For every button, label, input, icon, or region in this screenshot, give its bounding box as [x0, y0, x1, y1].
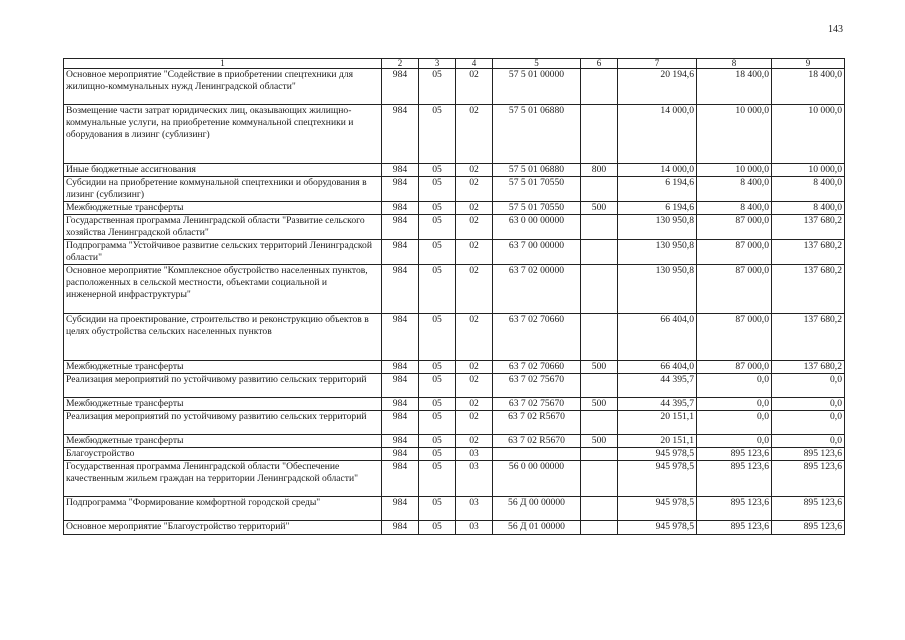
code-type-cell — [581, 521, 618, 535]
code-type-cell — [581, 411, 618, 435]
row-name-cell: Государственная программа Ленинградской области "Обеспечение качественным жильем граждан на территории Ленинградской области" — [64, 461, 382, 497]
code-target-cell: 63 7 00 00000 — [493, 240, 581, 265]
code-type-cell — [581, 265, 618, 314]
amount-col7-cell: 66 404,0 — [618, 361, 697, 374]
code-admin-cell: 984 — [382, 398, 419, 411]
row-name-cell: Подпрограмма "Устойчивое развитие сельских территорий Ленинградской области" — [64, 240, 382, 265]
amount-col7-cell: 44 395,7 — [618, 398, 697, 411]
column-header: 1 — [64, 59, 382, 69]
code-subsection-cell: 03 — [456, 497, 493, 521]
amount-col9-cell: 895 123,6 — [772, 448, 845, 461]
amount-col7-cell: 20 151,1 — [618, 411, 697, 435]
code-subsection-cell: 02 — [456, 105, 493, 164]
code-admin-cell: 984 — [382, 314, 419, 361]
table-row — [64, 448, 845, 461]
code-subsection-cell: 02 — [456, 361, 493, 374]
code-section-cell: 05 — [419, 435, 456, 448]
code-admin-cell: 984 — [382, 374, 419, 398]
code-type-cell: 500 — [581, 435, 618, 448]
amount-col9-cell: 137 680,2 — [772, 265, 845, 314]
code-admin-cell: 984 — [382, 202, 419, 215]
amount-col9-cell: 137 680,2 — [772, 314, 845, 361]
budget-table — [63, 58, 845, 535]
amount-col8-cell: 87 000,0 — [697, 314, 772, 361]
code-section-cell: 05 — [419, 448, 456, 461]
code-type-cell — [581, 177, 618, 202]
table-row — [64, 164, 845, 177]
code-subsection-cell: 03 — [456, 521, 493, 535]
code-target-cell: 63 7 02 75670 — [493, 398, 581, 411]
code-section-cell: 05 — [419, 497, 456, 521]
code-subsection-cell: 02 — [456, 374, 493, 398]
page-number: 143 — [828, 24, 843, 35]
amount-col7-cell: 14 000,0 — [618, 164, 697, 177]
amount-col9-cell: 18 400,0 — [772, 69, 845, 105]
code-subsection-cell: 02 — [456, 314, 493, 361]
code-section-cell: 05 — [419, 215, 456, 240]
code-subsection-cell: 03 — [456, 448, 493, 461]
code-target-cell: 57 5 01 06880 — [493, 164, 581, 177]
amount-col8-cell: 10 000,0 — [697, 105, 772, 164]
table-row — [64, 398, 845, 411]
amount-col9-cell: 137 680,2 — [772, 215, 845, 240]
amount-col9-cell: 8 400,0 — [772, 202, 845, 215]
row-name-cell: Межбюджетные трансферты — [64, 398, 382, 411]
table-row — [64, 497, 845, 521]
amount-col8-cell: 87 000,0 — [697, 361, 772, 374]
amount-col7-cell: 130 950,8 — [618, 265, 697, 314]
amount-col9-cell: 0,0 — [772, 398, 845, 411]
code-target-cell: 63 7 02 70660 — [493, 314, 581, 361]
table-row — [64, 314, 845, 361]
row-name-cell: Межбюджетные трансферты — [64, 435, 382, 448]
code-target-cell: 56 0 00 00000 — [493, 461, 581, 497]
table-row — [64, 361, 845, 374]
code-section-cell: 05 — [419, 374, 456, 398]
code-section-cell: 05 — [419, 105, 456, 164]
amount-col8-cell: 0,0 — [697, 374, 772, 398]
table-row — [64, 105, 845, 164]
code-admin-cell: 984 — [382, 461, 419, 497]
code-subsection-cell: 02 — [456, 164, 493, 177]
table-row — [64, 202, 845, 215]
code-type-cell — [581, 448, 618, 461]
code-type-cell: 500 — [581, 398, 618, 411]
code-section-cell: 05 — [419, 240, 456, 265]
table-row — [64, 265, 845, 314]
amount-col7-cell: 945 978,5 — [618, 461, 697, 497]
column-header: 4 — [456, 59, 493, 69]
code-type-cell — [581, 374, 618, 398]
amount-col8-cell: 8 400,0 — [697, 202, 772, 215]
code-target-cell: 63 0 00 00000 — [493, 215, 581, 240]
code-target-cell: 57 5 01 70550 — [493, 202, 581, 215]
code-target-cell — [493, 448, 581, 461]
amount-col7-cell: 6 194,6 — [618, 202, 697, 215]
table-row — [64, 215, 845, 240]
amount-col9-cell: 137 680,2 — [772, 361, 845, 374]
code-admin-cell: 984 — [382, 497, 419, 521]
code-type-cell — [581, 215, 618, 240]
code-section-cell: 05 — [419, 361, 456, 374]
code-section-cell: 05 — [419, 177, 456, 202]
code-section-cell: 05 — [419, 69, 456, 105]
amount-col7-cell: 945 978,5 — [618, 448, 697, 461]
row-name-cell: Благоустройство — [64, 448, 382, 461]
code-admin-cell: 984 — [382, 69, 419, 105]
amount-col7-cell: 20 151,1 — [618, 435, 697, 448]
amount-col7-cell: 14 000,0 — [618, 105, 697, 164]
row-name-cell: Реализация мероприятий по устойчивому развитию сельских территорий — [64, 374, 382, 398]
row-name-cell: Межбюджетные трансферты — [64, 202, 382, 215]
amount-col7-cell: 130 950,8 — [618, 240, 697, 265]
amount-col7-cell: 44 395,7 — [618, 374, 697, 398]
amount-col8-cell: 895 123,6 — [697, 521, 772, 535]
code-section-cell: 05 — [419, 521, 456, 535]
code-admin-cell: 984 — [382, 361, 419, 374]
amount-col9-cell: 895 123,6 — [772, 497, 845, 521]
row-name-cell: Основное мероприятие "Благоустройство территорий" — [64, 521, 382, 535]
row-name-cell: Реализация мероприятий по устойчивому развитию сельских территорий — [64, 411, 382, 435]
code-section-cell: 05 — [419, 314, 456, 361]
amount-col9-cell: 895 123,6 — [772, 521, 845, 535]
amount-col8-cell: 87 000,0 — [697, 215, 772, 240]
code-type-cell — [581, 105, 618, 164]
table-header-row — [64, 59, 845, 69]
table-row — [64, 521, 845, 535]
amount-col9-cell: 8 400,0 — [772, 177, 845, 202]
code-section-cell: 05 — [419, 202, 456, 215]
amount-col8-cell: 895 123,6 — [697, 448, 772, 461]
code-target-cell: 57 5 01 06880 — [493, 105, 581, 164]
code-admin-cell: 984 — [382, 164, 419, 177]
column-header: 5 — [493, 59, 581, 69]
amount-col7-cell: 945 978,5 — [618, 521, 697, 535]
column-header: 3 — [419, 59, 456, 69]
row-name-cell: Субсидии на приобретение коммунальной спецтехники и оборудования в лизинг (сублизинг) — [64, 177, 382, 202]
code-type-cell — [581, 461, 618, 497]
row-name-cell: Подпрограмма "Формирование комфортной городской среды" — [64, 497, 382, 521]
code-admin-cell: 984 — [382, 105, 419, 164]
code-section-cell: 05 — [419, 398, 456, 411]
amount-col8-cell: 87 000,0 — [697, 240, 772, 265]
amount-col8-cell: 895 123,6 — [697, 461, 772, 497]
code-section-cell: 05 — [419, 265, 456, 314]
row-name-cell: Государственная программа Ленинградской области "Развитие сельского хозяйства Ленинградской области" — [64, 215, 382, 240]
amount-col9-cell: 10 000,0 — [772, 164, 845, 177]
code-admin-cell: 984 — [382, 215, 419, 240]
amount-col7-cell: 130 950,8 — [618, 215, 697, 240]
code-target-cell: 63 7 02 75670 — [493, 374, 581, 398]
table-body — [64, 69, 845, 535]
code-type-cell: 500 — [581, 202, 618, 215]
code-target-cell: 57 5 01 00000 — [493, 69, 581, 105]
code-section-cell: 05 — [419, 164, 456, 177]
code-admin-cell: 984 — [382, 411, 419, 435]
table-row — [64, 374, 845, 398]
amount-col7-cell: 20 194,6 — [618, 69, 697, 105]
row-name-cell: Основное мероприятие "Комплексное обустройство населенных пунктов, расположенных в сельской местности, объектами социальной и инженерной инфраструктуры" — [64, 265, 382, 314]
amount-col8-cell: 18 400,0 — [697, 69, 772, 105]
code-type-cell — [581, 240, 618, 265]
code-subsection-cell: 02 — [456, 240, 493, 265]
code-target-cell: 56 Д 01 00000 — [493, 521, 581, 535]
code-admin-cell: 984 — [382, 240, 419, 265]
table-row — [64, 240, 845, 265]
code-type-cell: 800 — [581, 164, 618, 177]
code-target-cell: 63 7 02 R5670 — [493, 435, 581, 448]
code-subsection-cell: 02 — [456, 215, 493, 240]
table-row — [64, 411, 845, 435]
code-subsection-cell: 02 — [456, 411, 493, 435]
code-admin-cell: 984 — [382, 448, 419, 461]
amount-col9-cell: 10 000,0 — [772, 105, 845, 164]
column-header: 7 — [618, 59, 697, 69]
amount-col7-cell: 66 404,0 — [618, 314, 697, 361]
code-admin-cell: 984 — [382, 435, 419, 448]
amount-col8-cell: 8 400,0 — [697, 177, 772, 202]
code-target-cell: 63 7 02 00000 — [493, 265, 581, 314]
code-type-cell — [581, 69, 618, 105]
amount-col9-cell: 0,0 — [772, 411, 845, 435]
amount-col8-cell: 895 123,6 — [697, 497, 772, 521]
code-subsection-cell: 02 — [456, 177, 493, 202]
code-section-cell: 05 — [419, 461, 456, 497]
amount-col8-cell: 0,0 — [697, 398, 772, 411]
amount-col9-cell: 0,0 — [772, 435, 845, 448]
code-type-cell — [581, 497, 618, 521]
code-subsection-cell: 03 — [456, 461, 493, 497]
column-header: 9 — [772, 59, 845, 69]
code-type-cell: 500 — [581, 361, 618, 374]
table-row — [64, 69, 845, 105]
code-subsection-cell: 02 — [456, 265, 493, 314]
code-admin-cell: 984 — [382, 265, 419, 314]
amount-col9-cell: 137 680,2 — [772, 240, 845, 265]
row-name-cell: Иные бюджетные ассигнования — [64, 164, 382, 177]
amount-col8-cell: 0,0 — [697, 411, 772, 435]
row-name-cell: Возмещение части затрат юридических лиц, оказывающих жилищно-коммунальные услуги, на приобретение коммунальной спецтехники и оборудования в лизинг (сублизинг) — [64, 105, 382, 164]
row-name-cell: Основное мероприятие "Содействие в приобретении спецтехники для жилищно-коммунальных нужд Ленинградской области" — [64, 69, 382, 105]
row-name-cell: Межбюджетные трансферты — [64, 361, 382, 374]
amount-col9-cell: 0,0 — [772, 374, 845, 398]
code-target-cell: 57 5 01 70550 — [493, 177, 581, 202]
amount-col7-cell: 6 194,6 — [618, 177, 697, 202]
code-admin-cell: 984 — [382, 521, 419, 535]
amount-col8-cell: 87 000,0 — [697, 265, 772, 314]
row-name-cell: Субсидии на проектирование, строительство и реконструкцию объектов в целях обустройства сельских населенных пунктов — [64, 314, 382, 361]
table-row — [64, 177, 845, 202]
code-subsection-cell: 02 — [456, 435, 493, 448]
code-subsection-cell: 02 — [456, 398, 493, 411]
amount-col7-cell: 945 978,5 — [618, 497, 697, 521]
table-row — [64, 461, 845, 497]
code-admin-cell: 984 — [382, 177, 419, 202]
code-section-cell: 05 — [419, 411, 456, 435]
code-target-cell: 56 Д 00 00000 — [493, 497, 581, 521]
amount-col9-cell: 895 123,6 — [772, 461, 845, 497]
table-row — [64, 435, 845, 448]
column-header: 2 — [382, 59, 419, 69]
amount-col8-cell: 0,0 — [697, 435, 772, 448]
column-header: 8 — [697, 59, 772, 69]
code-subsection-cell: 02 — [456, 69, 493, 105]
code-subsection-cell: 02 — [456, 202, 493, 215]
code-type-cell — [581, 314, 618, 361]
amount-col8-cell: 10 000,0 — [697, 164, 772, 177]
column-header: 6 — [581, 59, 618, 69]
code-target-cell: 63 7 02 R5670 — [493, 411, 581, 435]
code-target-cell: 63 7 02 70660 — [493, 361, 581, 374]
